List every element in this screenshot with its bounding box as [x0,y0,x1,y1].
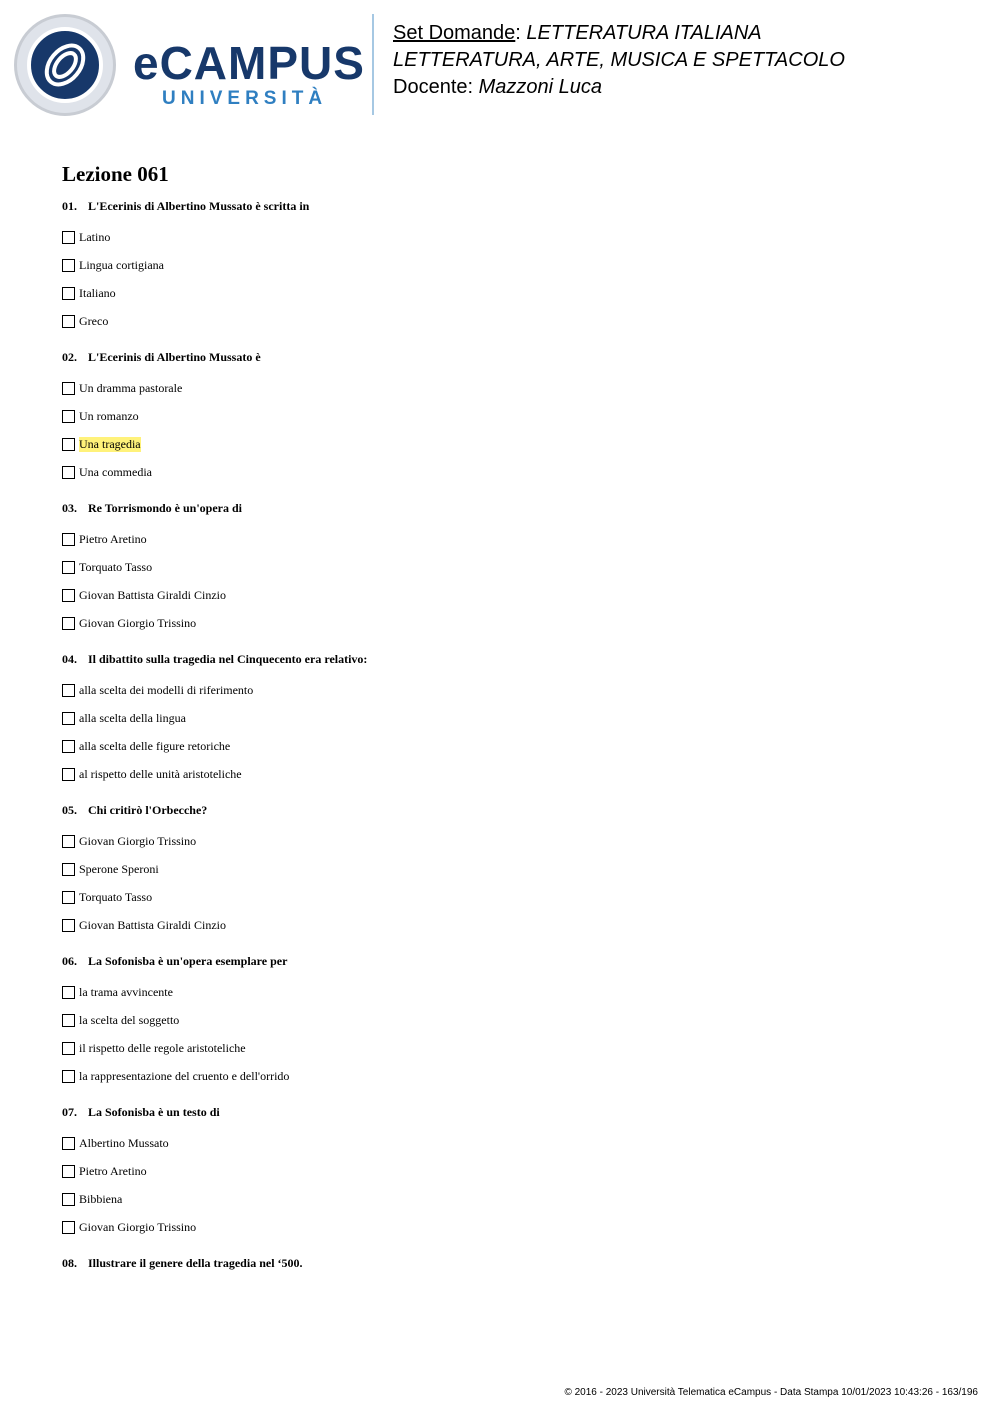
option-label: Greco [79,313,109,328]
option-label: Sperone Speroni [79,861,159,876]
option-label: alla scelta dei modelli di riferimento [79,682,254,697]
set-label: Set Domande [393,22,516,44]
brand-subtitle: UNIVERSITÀ [162,88,328,109]
checkbox-icon[interactable] [62,684,75,697]
option-label: la rappresentazione del cruento e dell'orrido [79,1068,290,1083]
answer-option[interactable] [62,1006,962,1034]
answer-option[interactable] [62,855,962,883]
question-block [62,952,962,1090]
option-label: alla scelta delle figure retoriche [79,738,231,753]
answer-option[interactable] [62,251,962,279]
ecampus-logo-icon [14,14,116,116]
option-label: Giovan Battista Giraldi Cinzio [79,917,226,932]
answer-option[interactable] [62,581,962,609]
question-block [62,801,962,939]
option-label: la scelta del soggetto [79,1012,180,1027]
question-number: 06. [62,954,77,968]
answer-option[interactable] [62,911,962,939]
checkbox-icon[interactable] [62,891,75,904]
question-number: 02. [62,350,77,364]
page-footer: © 2016 - 2023 Università Telematica eCampus - Data Stampa 10/01/2023 10:43:26 - 163/196 [564,1387,978,1398]
checkbox-icon[interactable] [62,768,75,781]
option-label: Latino [79,229,111,244]
question-number: 08. [62,1256,77,1270]
question-label: L'Ecerinis di Albertino Mussato è [88,350,261,364]
checkbox-icon[interactable] [62,1221,75,1234]
question-number: 05. [62,803,77,817]
checkbox-icon[interactable] [62,1070,75,1083]
checkbox-icon[interactable] [62,740,75,753]
question-label: Illustrare il genere della tragedia nel ‘500. [88,1256,303,1270]
course-title: LETTERATURA ITALIANA [526,22,762,44]
option-label: Lingua cortigiana [79,257,164,272]
course-info: Set Domande: LETTERATURA ITALIANA LETTERATURA, ARTE, MUSICA E SPETTACOLO Docente: Mazzoni Luca [393,22,845,98]
question-text [62,1254,962,1272]
answer-option[interactable] [62,1129,962,1157]
checkbox-icon[interactable] [62,231,75,244]
checkbox-icon[interactable] [62,382,75,395]
checkbox-icon[interactable] [62,533,75,546]
question-text [62,1103,962,1121]
checkbox-icon[interactable] [62,1193,75,1206]
answer-option[interactable] [62,760,962,788]
answer-option[interactable] [62,307,962,335]
option-label: Pietro Aretino [79,1163,147,1178]
answer-option[interactable] [62,223,962,251]
answer-option[interactable] [62,458,962,486]
question-text [62,197,962,215]
question-number: 03. [62,501,77,515]
question-text [62,952,962,970]
question-label: La Sofonisba è un'opera esemplare per [88,954,288,968]
checkbox-icon[interactable] [62,259,75,272]
checkbox-icon[interactable] [62,617,75,630]
answer-option[interactable] [62,883,962,911]
option-label: Torquato Tasso [79,889,153,904]
answer-option[interactable] [62,430,962,458]
question-block [62,1254,962,1272]
question-block [62,1103,962,1241]
option-label: Una commedia [79,464,152,479]
course-subtitle: LETTERATURA, ARTE, MUSICA E SPETTACOLO [393,49,845,71]
checkbox-icon[interactable] [62,835,75,848]
answer-option[interactable] [62,732,962,760]
option-label: Pietro Aretino [79,531,147,546]
checkbox-icon[interactable] [62,712,75,725]
option-label: Italiano [79,285,116,300]
checkbox-icon[interactable] [62,438,75,451]
checkbox-icon[interactable] [62,1137,75,1150]
option-label: Un dramma pastorale [79,380,183,395]
option-label: Bibbiena [79,1191,123,1206]
answer-option[interactable] [62,609,962,637]
question-block [62,197,962,335]
question-text [62,499,962,517]
option-label: il rispetto delle regole aristoteliche [79,1040,246,1055]
option-label: Giovan Giorgio Trissino [79,833,197,848]
option-label: Torquato Tasso [79,559,153,574]
option-label: alla scelta della lingua [79,710,186,725]
answer-option[interactable] [62,978,962,1006]
checkbox-icon[interactable] [62,561,75,574]
quiz-content [62,160,962,1285]
option-label: Una tragedia [79,436,141,451]
checkbox-icon[interactable] [62,1042,75,1055]
option-label: Giovan Battista Giraldi Cinzio [79,587,226,602]
answer-option[interactable] [62,402,962,430]
answer-option[interactable] [62,553,962,581]
checkbox-icon[interactable] [62,410,75,423]
checkbox-icon[interactable] [62,287,75,300]
question-text [62,348,962,366]
brand-name: eCAMPUS [133,37,365,89]
checkbox-icon[interactable] [62,986,75,999]
answer-option[interactable] [62,1062,962,1090]
checkbox-icon[interactable] [62,919,75,932]
question-label: Re Torrismondo è un'opera di [88,501,243,515]
question-number: 04. [62,652,77,666]
answer-option[interactable] [62,1185,962,1213]
checkbox-icon[interactable] [62,466,75,479]
answer-option[interactable] [62,1157,962,1185]
answer-option[interactable] [62,525,962,553]
question-block [62,499,962,637]
option-label: la trama avvincente [79,984,173,999]
answer-option[interactable] [62,676,962,704]
question-block [62,348,962,486]
option-label: Giovan Giorgio Trissino [79,1219,197,1234]
question-block [62,650,962,788]
option-label: Albertino Mussato [79,1135,169,1150]
option-label: Un romanzo [79,408,139,423]
answer-option[interactable] [62,1213,962,1241]
question-label: Chi critirò l'Orbecche? [88,803,208,817]
option-label: al rispetto delle unità aristoteliche [79,766,242,781]
teacher-name: Mazzoni Luca [478,76,603,98]
checkbox-icon[interactable] [62,863,75,876]
option-label: Giovan Giorgio Trissino [79,615,197,630]
checkbox-icon[interactable] [62,1165,75,1178]
question-number: 07. [62,1105,77,1119]
header-divider [372,14,374,115]
question-text [62,650,962,668]
answer-option[interactable] [62,704,962,732]
page-header [0,0,1000,130]
lesson-title: Lezione 061 [62,162,169,186]
teacher-label: Docente: [393,76,479,98]
question-label: L'Ecerinis di Albertino Mussato è scritta in [88,199,310,213]
question-label: La Sofonisba è un testo di [88,1105,220,1119]
answer-option[interactable] [62,1034,962,1062]
question-number: 01. [62,199,77,213]
checkbox-icon[interactable] [62,315,75,328]
checkbox-icon[interactable] [62,589,75,602]
question-list [62,197,962,1272]
answer-option[interactable] [62,279,962,307]
checkbox-icon[interactable] [62,1014,75,1027]
question-label: Il dibattito sulla tragedia nel Cinquecento era relativo: [88,652,368,666]
answer-option[interactable] [62,827,962,855]
answer-option[interactable] [62,374,962,402]
question-text [62,801,962,819]
